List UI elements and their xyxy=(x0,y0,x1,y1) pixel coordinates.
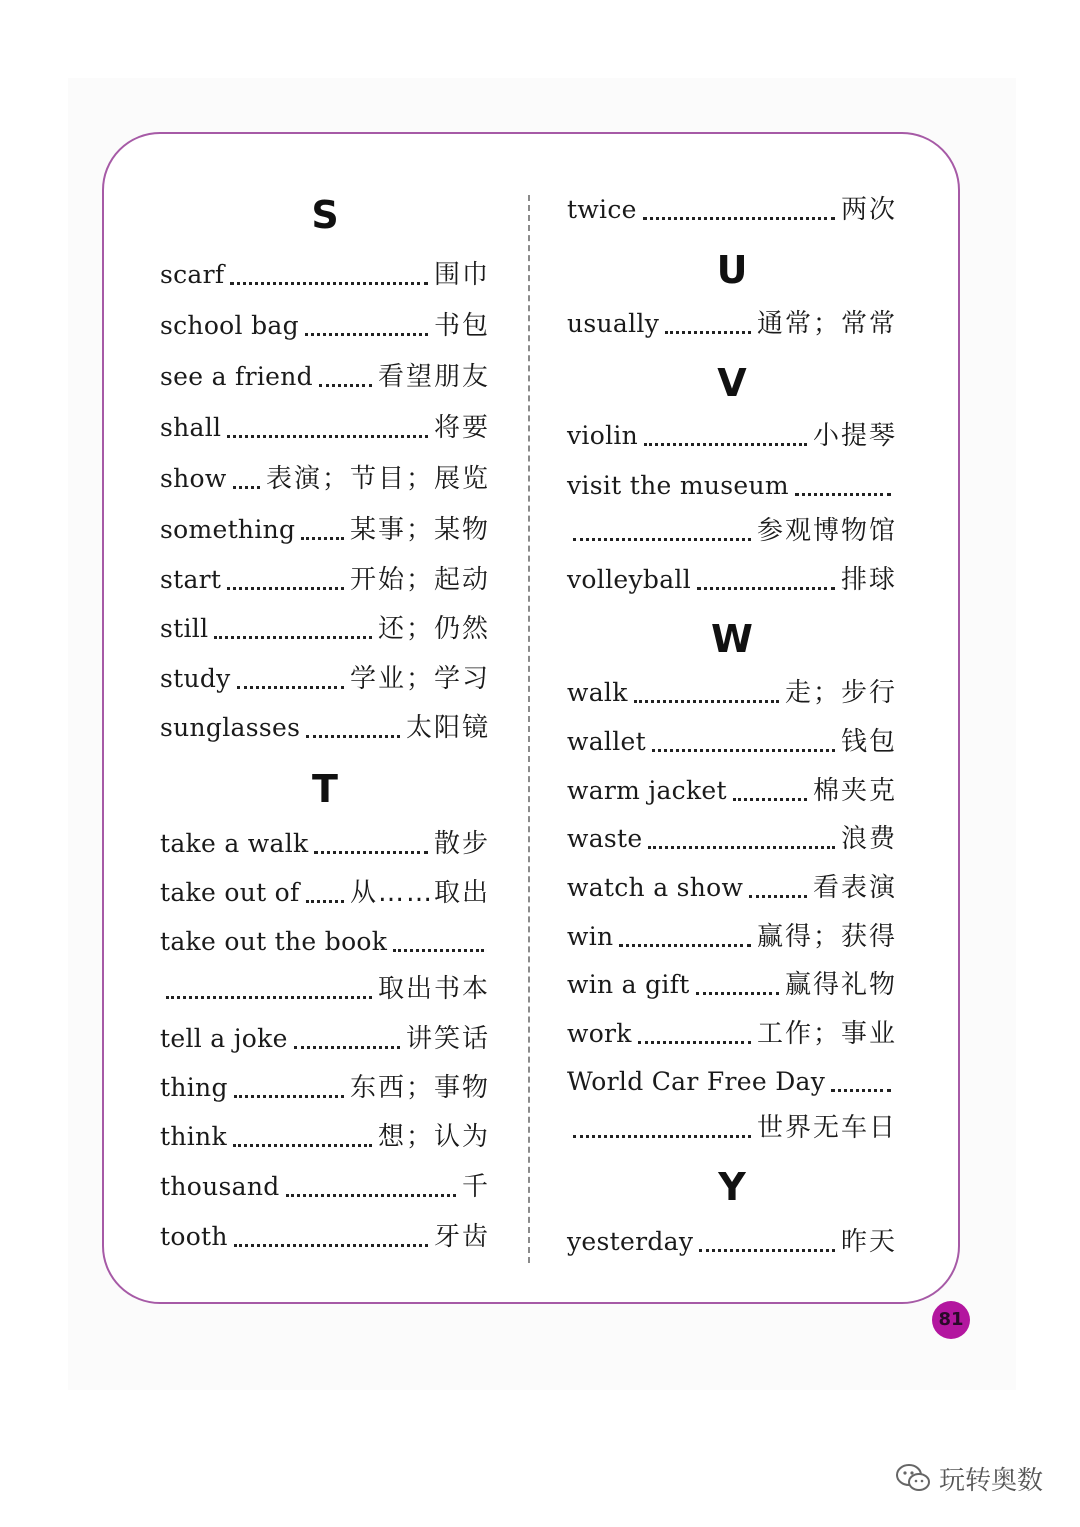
watermark-text: 玩转奥数 xyxy=(939,1465,1044,1496)
vocab-meaning: 看表演 xyxy=(812,873,897,903)
dot-leader xyxy=(643,217,835,220)
dot-leader xyxy=(697,587,835,590)
vocab-meaning: 书包 xyxy=(433,311,490,341)
section-letter-s: S xyxy=(311,193,339,237)
dot-leader xyxy=(214,636,372,639)
vocab-meaning: 看望朋友 xyxy=(377,362,490,392)
vocab-entry xyxy=(567,722,897,762)
dot-leader xyxy=(237,686,344,689)
vocab-entry xyxy=(160,1019,490,1059)
vocab-meaning: 想；认为 xyxy=(377,1122,490,1152)
vocab-entry xyxy=(160,824,490,864)
vocab-meaning: 学业；学习 xyxy=(349,664,490,694)
section-letter-w: W xyxy=(711,617,753,661)
vocab-entry xyxy=(567,416,897,456)
vocab-word: take a walk xyxy=(160,829,309,858)
section-letter-t: T xyxy=(312,767,338,811)
vocab-entry xyxy=(567,511,897,551)
dot-leader xyxy=(749,895,807,898)
vocab-meaning: 还；仍然 xyxy=(377,614,490,644)
vocab-word: show xyxy=(160,464,227,493)
vocab-entry xyxy=(160,459,490,499)
vocab-meaning: 牙齿 xyxy=(433,1222,490,1252)
vocab-meaning: 从……取出 xyxy=(349,878,490,908)
vocab-meaning: 围巾 xyxy=(433,260,490,290)
vocab-entry xyxy=(160,408,490,448)
vocab-word: twice xyxy=(567,195,637,224)
dot-leader xyxy=(227,587,344,590)
vocab-word: visit the museum xyxy=(567,471,789,500)
dot-leader xyxy=(286,1194,456,1197)
vocab-word: see a friend xyxy=(160,362,313,391)
vocab-word: shall xyxy=(160,413,222,442)
vocab-meaning: 通常；常常 xyxy=(756,309,897,339)
vocab-word: waste xyxy=(567,824,643,853)
vocab-entry xyxy=(567,190,897,230)
vocab-entry xyxy=(567,819,897,859)
vocab-word: win a gift xyxy=(567,970,690,999)
dot-leader xyxy=(306,735,400,738)
dot-leader xyxy=(831,1089,891,1092)
dot-leader xyxy=(233,486,260,489)
vocab-word: yesterday xyxy=(567,1227,694,1256)
vocab-entry xyxy=(567,560,897,600)
vocab-word: study xyxy=(160,664,231,693)
vocab-entry xyxy=(160,708,490,748)
vocab-entry xyxy=(160,969,490,1009)
vocab-meaning: 表演；节目；展览 xyxy=(265,464,490,494)
dot-leader xyxy=(234,1095,344,1098)
dot-leader xyxy=(665,331,751,334)
vocab-meaning: 工作；事业 xyxy=(756,1019,897,1049)
dot-leader xyxy=(638,1041,751,1044)
vocab-meaning: 棉夹克 xyxy=(812,776,897,806)
vocab-meaning: 将要 xyxy=(433,413,490,443)
dot-leader xyxy=(305,333,428,336)
vocab-word: sunglasses xyxy=(160,713,301,742)
vocab-word: start xyxy=(160,565,222,594)
dot-leader xyxy=(619,944,751,947)
dot-leader xyxy=(652,749,835,752)
page-number-badge: 81 xyxy=(932,1301,970,1339)
vocab-word: something xyxy=(160,515,296,544)
vocab-entry xyxy=(567,965,897,1005)
vocab-meaning: 散步 xyxy=(433,829,490,859)
wechat-icon xyxy=(895,1463,931,1493)
vocab-meaning: 太阳镜 xyxy=(405,713,490,743)
dot-leader xyxy=(166,996,372,999)
dot-leader xyxy=(573,538,751,541)
vocab-word: warm jacket xyxy=(567,776,727,805)
vocab-word: tell a joke xyxy=(160,1024,288,1053)
vocab-word: win xyxy=(567,922,614,951)
vocab-meaning: 走；步行 xyxy=(784,678,897,708)
vocab-word: violin xyxy=(567,421,639,450)
vocab-meaning: 世界无车日 xyxy=(756,1113,897,1143)
dot-leader xyxy=(306,900,344,903)
vocab-word: wallet xyxy=(567,727,646,756)
vocab-meaning: 赢得；获得 xyxy=(756,922,897,952)
dot-leader xyxy=(230,282,428,285)
section-letter-y: Y xyxy=(718,1165,746,1209)
vocab-meaning: 赢得礼物 xyxy=(784,970,897,1000)
vocab-meaning: 小提琴 xyxy=(812,421,897,451)
vocab-entry xyxy=(160,357,490,397)
vocab-entry xyxy=(160,306,490,346)
dot-leader xyxy=(301,537,344,540)
vocab-word: thousand xyxy=(160,1172,280,1201)
vocab-word: watch a show xyxy=(567,873,744,902)
vocab-word: still xyxy=(160,614,209,643)
dot-leader xyxy=(644,443,807,446)
dot-leader xyxy=(314,851,428,854)
vocab-meaning: 取出书本 xyxy=(377,974,490,1004)
vocab-word: walk xyxy=(567,678,628,707)
dot-leader xyxy=(227,435,428,438)
vocab-entry xyxy=(160,560,490,600)
vocab-entry xyxy=(567,466,897,506)
vocab-entry xyxy=(567,1222,897,1262)
vocab-word: volleyball xyxy=(567,565,691,594)
vocab-entry xyxy=(567,1062,897,1102)
vocab-word: thing xyxy=(160,1073,228,1102)
vocab-entry xyxy=(160,1068,490,1108)
vocab-meaning: 参观博物馆 xyxy=(756,516,897,546)
vocab-meaning: 浪费 xyxy=(840,824,897,854)
vocab-meaning: 开始；起动 xyxy=(349,565,490,595)
vocab-meaning: 钱包 xyxy=(840,727,897,757)
vocab-meaning: 两次 xyxy=(840,195,897,225)
vocab-meaning: 某事；某物 xyxy=(349,515,490,545)
vocab-entry xyxy=(567,673,897,713)
vocab-entry xyxy=(160,1167,490,1207)
vocab-word: take out of xyxy=(160,878,300,907)
vocab-word: scarf xyxy=(160,260,225,289)
vocab-entry xyxy=(160,659,490,699)
vocab-entry xyxy=(160,873,490,913)
vocab-entry xyxy=(567,1014,897,1054)
vocab-entry xyxy=(567,917,897,957)
vocab-word: usually xyxy=(567,309,660,338)
vocab-entry xyxy=(160,1217,490,1257)
vocab-word: take out the book xyxy=(160,927,388,956)
vocab-meaning: 排球 xyxy=(840,565,897,595)
vocab-entry xyxy=(160,922,490,962)
vocab-word: think xyxy=(160,1122,227,1151)
watermark xyxy=(895,1458,1043,1498)
dot-leader xyxy=(233,1144,372,1147)
vocab-meaning: 讲笑话 xyxy=(405,1024,490,1054)
vocab-entry xyxy=(160,510,490,550)
dot-leader xyxy=(573,1135,751,1138)
vocab-entry xyxy=(567,771,897,811)
dot-leader xyxy=(795,493,891,496)
dot-leader xyxy=(234,1244,428,1247)
dot-leader xyxy=(733,798,807,801)
dot-leader xyxy=(699,1249,835,1252)
vocab-meaning: 昨天 xyxy=(840,1227,897,1257)
dot-leader xyxy=(393,949,484,952)
dot-leader xyxy=(294,1046,400,1049)
dot-leader xyxy=(634,700,779,703)
vocab-word: school bag xyxy=(160,311,299,340)
vocab-word: work xyxy=(567,1019,632,1048)
dot-leader xyxy=(648,846,835,849)
section-letter-u: U xyxy=(716,248,748,292)
vocab-meaning: 东西；事物 xyxy=(349,1073,490,1103)
column-divider xyxy=(528,195,530,1263)
vocab-entry xyxy=(567,868,897,908)
section-letter-v: V xyxy=(717,361,747,405)
dot-leader xyxy=(319,384,372,387)
vocab-entry xyxy=(567,304,897,344)
vocab-word: tooth xyxy=(160,1222,228,1251)
dot-leader xyxy=(696,992,779,995)
vocab-entry xyxy=(567,1108,897,1148)
vocab-meaning: 千 xyxy=(461,1172,490,1202)
vocab-entry xyxy=(160,1117,490,1157)
vocab-entry xyxy=(160,255,490,295)
vocab-entry xyxy=(160,609,490,649)
vocab-word: World Car Free Day xyxy=(567,1067,826,1096)
